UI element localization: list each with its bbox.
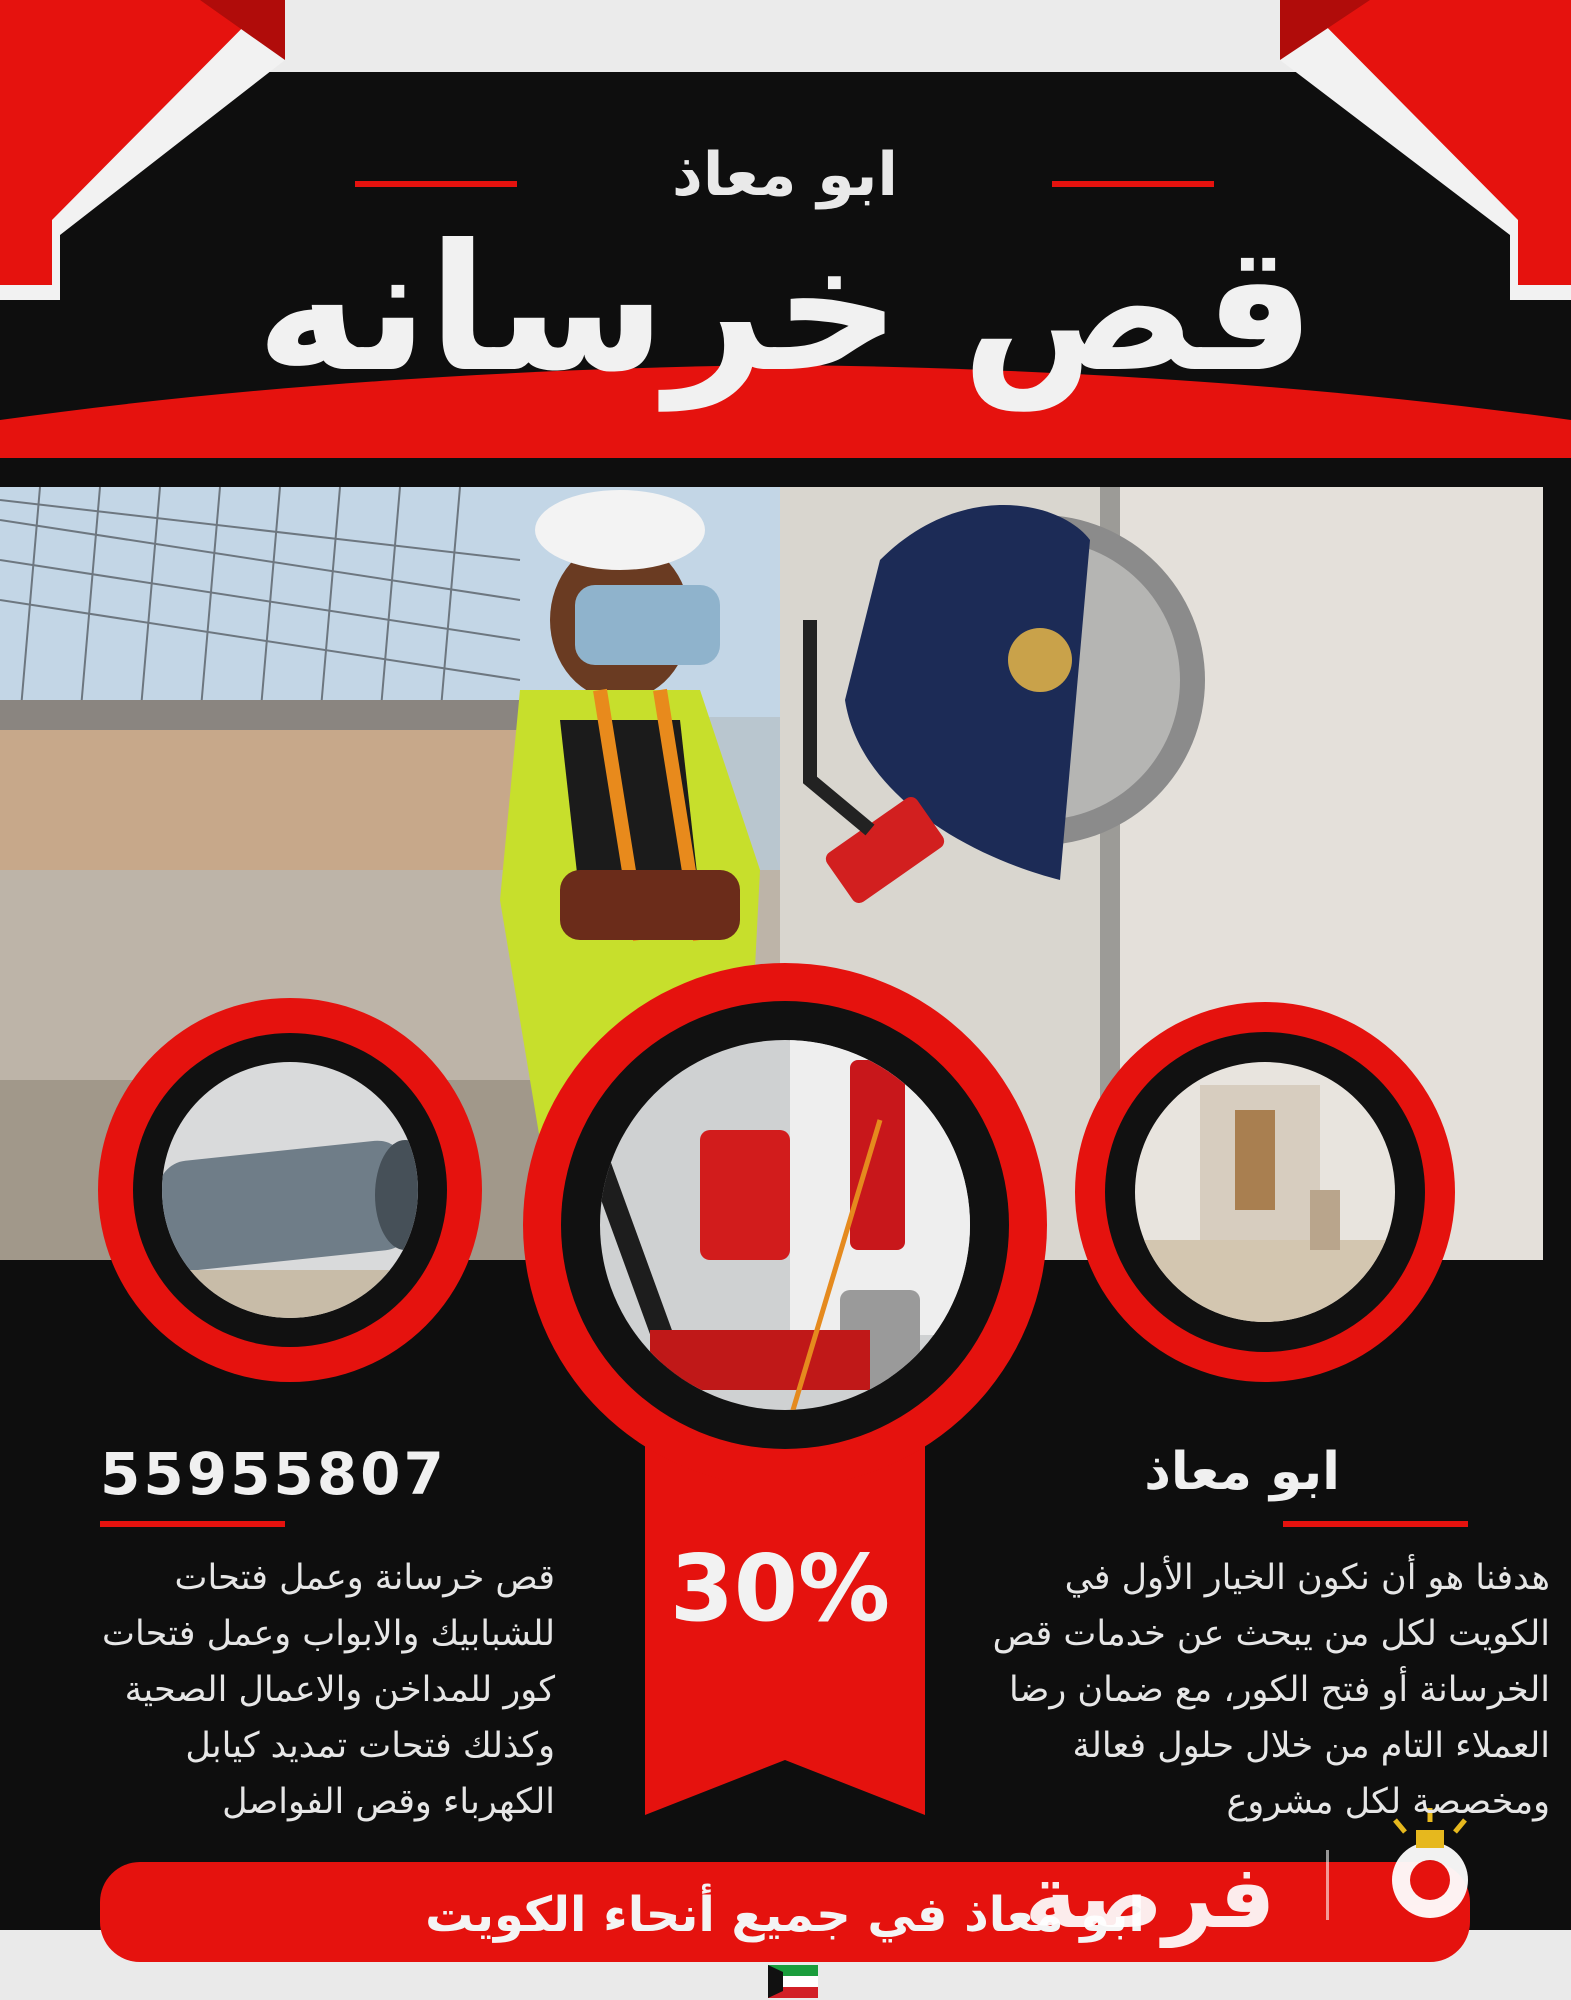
services-description: قص خرسانة وعمل فتحات للشبابيك والابواب وعمل فتحات كور للمداخن والاعمال الصحية وكذلك فتحات تمديد كيابل الكهرباء وقص الفواصل: [102, 1558, 555, 1822]
page-title: قص خرسانه: [256, 208, 1315, 411]
watermark-logo: فرصة: [1024, 1845, 1276, 1948]
header-line-right: [1052, 181, 1214, 187]
contact-brand: ابو معاذ: [1144, 1442, 1340, 1502]
kuwait-flag-icon: [768, 1965, 818, 1998]
header-line-left: [355, 181, 517, 187]
phone-underline: [100, 1521, 285, 1527]
phone-number[interactable]: 55955807: [100, 1440, 447, 1508]
discount-badge: 30%: [669, 1535, 891, 1642]
brand-underline: [1283, 1521, 1468, 1527]
core-drill-bit-photo: [98, 998, 482, 1382]
about-description: هدفنا هو أن نكون الخيار الأول في الكويت لكل من يبحث عن خدمات قص الخرسانة أو فتح الكور، مع ضمان رضا العملاء التام من خلال حلول فعالة ومخصصة لكل مشروع: [992, 1558, 1550, 1822]
footer-text: ابو معاذ في جميع أنحاء الكويت: [425, 1887, 1145, 1943]
core-drilling-machine-photo: [523, 963, 1047, 1487]
header-brand: ابو معاذ: [672, 140, 898, 210]
door-opening-room-photo: [1075, 1002, 1455, 1382]
